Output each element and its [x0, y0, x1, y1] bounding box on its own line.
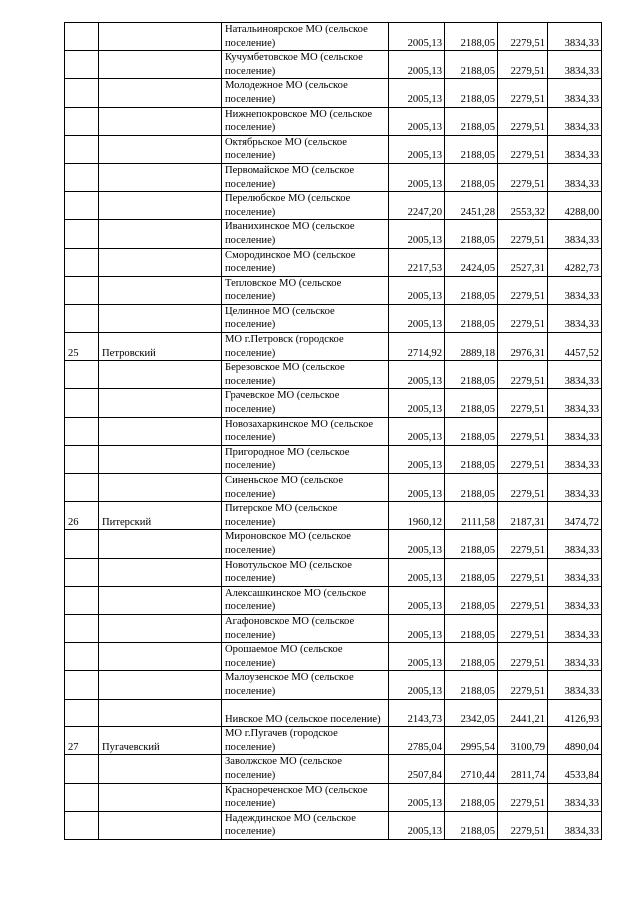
- value-3: 2976,31: [498, 333, 548, 361]
- value-2: 2889,18: [445, 333, 498, 361]
- table-row: [65, 135, 602, 163]
- row-number: [65, 389, 99, 417]
- table-row: [65, 558, 602, 586]
- row-number: 26: [65, 502, 99, 530]
- value-4: 3834,33: [548, 474, 602, 502]
- value-2: 2188,05: [445, 558, 498, 586]
- row-number: [65, 192, 99, 220]
- table-row: [65, 163, 602, 191]
- value-3: 2279,51: [498, 135, 548, 163]
- value-2: 2188,05: [445, 530, 498, 558]
- district-name: [99, 23, 222, 51]
- value-4: 4288,00: [548, 192, 602, 220]
- value-3: 2279,51: [498, 474, 548, 502]
- value-2: 2188,05: [445, 671, 498, 699]
- value-1: 1960,12: [389, 502, 445, 530]
- municipality-name: Нижнепокровское МО (сельское поселение): [222, 107, 389, 135]
- municipality-name: Целинное МО (сельское поселение): [222, 304, 389, 332]
- district-name: [99, 304, 222, 332]
- district-name: [99, 445, 222, 473]
- value-1: 2507,84: [389, 755, 445, 783]
- value-2: 2188,05: [445, 220, 498, 248]
- table-row: [65, 361, 602, 389]
- value-1: 2005,13: [389, 811, 445, 839]
- value-2: 2188,05: [445, 389, 498, 417]
- district-name: [99, 755, 222, 783]
- value-4: 3834,33: [548, 163, 602, 191]
- row-number: 27: [65, 727, 99, 755]
- value-2: 2188,05: [445, 614, 498, 642]
- row-number: [65, 643, 99, 671]
- district-name: [99, 192, 222, 220]
- value-2: 2188,05: [445, 643, 498, 671]
- value-2: 2188,05: [445, 304, 498, 332]
- value-3: 2279,51: [498, 811, 548, 839]
- row-number: [65, 671, 99, 699]
- value-1: 2005,13: [389, 107, 445, 135]
- value-2: 2424,05: [445, 248, 498, 276]
- district-name: [99, 614, 222, 642]
- value-1: 2005,13: [389, 783, 445, 811]
- value-4: 4890,04: [548, 727, 602, 755]
- value-4: 3834,33: [548, 220, 602, 248]
- district-name: Пугачевский: [99, 727, 222, 755]
- row-number: [65, 361, 99, 389]
- row-number: [65, 586, 99, 614]
- value-4: 3474,72: [548, 502, 602, 530]
- value-3: 2279,51: [498, 361, 548, 389]
- table-row: [65, 502, 602, 530]
- municipality-name: Заволжское МО (сельское поселение): [222, 755, 389, 783]
- value-4: 3834,33: [548, 51, 602, 79]
- value-3: 2279,51: [498, 445, 548, 473]
- district-name: Питерский: [99, 502, 222, 530]
- value-4: 3834,33: [548, 530, 602, 558]
- value-2: 2188,05: [445, 163, 498, 191]
- municipality-name: Надеждинское МО (сельское поселение): [222, 811, 389, 839]
- value-3: 2553,32: [498, 192, 548, 220]
- municipality-name: Октябрьское МО (сельское поселение): [222, 135, 389, 163]
- value-2: 2188,05: [445, 23, 498, 51]
- municipality-name: Нивское МО (сельское поселение): [222, 699, 389, 727]
- value-3: 2279,51: [498, 783, 548, 811]
- value-3: 2279,51: [498, 643, 548, 671]
- row-number: [65, 530, 99, 558]
- value-3: 2187,31: [498, 502, 548, 530]
- row-number: [65, 107, 99, 135]
- table-row: [65, 51, 602, 79]
- value-1: 2005,13: [389, 614, 445, 642]
- value-1: 2247,20: [389, 192, 445, 220]
- value-3: 2279,51: [498, 163, 548, 191]
- value-1: 2005,13: [389, 276, 445, 304]
- value-1: 2005,13: [389, 671, 445, 699]
- value-2: 2188,05: [445, 811, 498, 839]
- row-number: [65, 755, 99, 783]
- value-2: 2342,05: [445, 699, 498, 727]
- district-name: [99, 558, 222, 586]
- table-row: [65, 389, 602, 417]
- value-1: 2005,13: [389, 417, 445, 445]
- row-number: [65, 220, 99, 248]
- municipality-name: Кучумбетовское МО (сельское поселение): [222, 51, 389, 79]
- value-1: 2005,13: [389, 220, 445, 248]
- row-number: [65, 445, 99, 473]
- row-number: 25: [65, 333, 99, 361]
- value-4: 3834,33: [548, 107, 602, 135]
- value-2: 2188,05: [445, 135, 498, 163]
- value-2: 2111,58: [445, 502, 498, 530]
- value-3: 2279,51: [498, 107, 548, 135]
- value-3: 2279,51: [498, 530, 548, 558]
- district-name: [99, 417, 222, 445]
- row-number: [65, 163, 99, 191]
- value-4: 3834,33: [548, 23, 602, 51]
- municipality-name: Иванихинское МО (сельское поселение): [222, 220, 389, 248]
- value-1: 2005,13: [389, 558, 445, 586]
- value-4: 3834,33: [548, 643, 602, 671]
- value-2: 2188,05: [445, 276, 498, 304]
- municipality-name: Новотульское МО (сельское поселение): [222, 558, 389, 586]
- municipality-name: Натальиноярское МО (сельское поселение): [222, 23, 389, 51]
- value-3: 2279,51: [498, 220, 548, 248]
- value-2: 2188,05: [445, 586, 498, 614]
- value-1: 2005,13: [389, 361, 445, 389]
- value-3: 2279,51: [498, 614, 548, 642]
- value-3: 2279,51: [498, 671, 548, 699]
- district-name: [99, 276, 222, 304]
- table-row: [65, 192, 602, 220]
- district-name: [99, 783, 222, 811]
- value-1: 2143,73: [389, 699, 445, 727]
- municipality-name: Смородинское МО (сельское поселение): [222, 248, 389, 276]
- row-number: [65, 614, 99, 642]
- municipality-name: Перелюбское МО (сельское поселение): [222, 192, 389, 220]
- tariff-table: [64, 22, 602, 840]
- value-3: 2527,31: [498, 248, 548, 276]
- value-4: 3834,33: [548, 304, 602, 332]
- value-4: 3834,33: [548, 417, 602, 445]
- municipality-name: Синеньское МО (сельское поселение): [222, 474, 389, 502]
- municipality-name: Орошаемое МО (сельское поселение): [222, 643, 389, 671]
- value-2: 2188,05: [445, 51, 498, 79]
- row-number: [65, 811, 99, 839]
- table-row: [65, 614, 602, 642]
- municipality-name: Агафоновское МО (сельское поселение): [222, 614, 389, 642]
- row-number: [65, 474, 99, 502]
- row-number: [65, 135, 99, 163]
- value-3: 2279,51: [498, 586, 548, 614]
- value-4: 4126,93: [548, 699, 602, 727]
- row-number: [65, 248, 99, 276]
- district-name: [99, 586, 222, 614]
- table-row: [65, 248, 602, 276]
- row-number: [65, 276, 99, 304]
- value-1: 2714,92: [389, 333, 445, 361]
- value-4: 3834,33: [548, 389, 602, 417]
- district-name: [99, 361, 222, 389]
- value-3: 2279,51: [498, 417, 548, 445]
- value-3: 2279,51: [498, 23, 548, 51]
- municipality-name: Первомайское МО (сельское поселение): [222, 163, 389, 191]
- value-4: 4282,73: [548, 248, 602, 276]
- value-3: 2279,51: [498, 51, 548, 79]
- district-name: [99, 671, 222, 699]
- row-number: [65, 783, 99, 811]
- value-3: 2279,51: [498, 79, 548, 107]
- table-row: [65, 474, 602, 502]
- district-name: [99, 811, 222, 839]
- table-row: [65, 333, 602, 361]
- value-4: 3834,33: [548, 783, 602, 811]
- district-name: Петровский: [99, 333, 222, 361]
- row-number: [65, 23, 99, 51]
- value-4: 3834,33: [548, 135, 602, 163]
- value-1: 2217,53: [389, 248, 445, 276]
- value-1: 2005,13: [389, 51, 445, 79]
- value-4: 3834,33: [548, 361, 602, 389]
- table-row: [65, 445, 602, 473]
- value-2: 2188,05: [445, 783, 498, 811]
- district-name: [99, 248, 222, 276]
- value-4: 3834,33: [548, 671, 602, 699]
- district-name: [99, 643, 222, 671]
- municipality-name: Молодежное МО (сельское поселение): [222, 79, 389, 107]
- table-row: [65, 417, 602, 445]
- district-name: [99, 220, 222, 248]
- table-row: [65, 79, 602, 107]
- value-1: 2005,13: [389, 135, 445, 163]
- municipality-name: Питерское МО (сельское поселение): [222, 502, 389, 530]
- value-2: 2188,05: [445, 79, 498, 107]
- table-row: [65, 727, 602, 755]
- table-row: [65, 107, 602, 135]
- table-row: [65, 811, 602, 839]
- value-4: 3834,33: [548, 276, 602, 304]
- district-name: [99, 163, 222, 191]
- table-row: [65, 276, 602, 304]
- municipality-name: МО г.Пугачев (городское поселение): [222, 727, 389, 755]
- value-3: 2279,51: [498, 558, 548, 586]
- municipality-name: Тепловское МО (сельское поселение): [222, 276, 389, 304]
- value-2: 2188,05: [445, 361, 498, 389]
- table-body: [65, 23, 602, 840]
- value-4: 3834,33: [548, 811, 602, 839]
- value-4: 3834,33: [548, 445, 602, 473]
- value-4: 3834,33: [548, 586, 602, 614]
- value-1: 2005,13: [389, 586, 445, 614]
- value-3: 2279,51: [498, 276, 548, 304]
- value-3: 2279,51: [498, 304, 548, 332]
- value-4: 3834,33: [548, 614, 602, 642]
- municipality-name: МО г.Петровск (городское поселение): [222, 333, 389, 361]
- value-1: 2005,13: [389, 530, 445, 558]
- value-3: 3100,79: [498, 727, 548, 755]
- value-4: 3834,33: [548, 79, 602, 107]
- row-number: [65, 417, 99, 445]
- value-1: 2005,13: [389, 643, 445, 671]
- value-3: 2441,21: [498, 699, 548, 727]
- value-3: 2279,51: [498, 389, 548, 417]
- district-name: [99, 135, 222, 163]
- value-2: 2995,54: [445, 727, 498, 755]
- value-1: 2785,04: [389, 727, 445, 755]
- municipality-name: Краснореченское МО (сельское поселение): [222, 783, 389, 811]
- value-2: 2188,05: [445, 107, 498, 135]
- municipality-name: Березовское МО (сельское поселение): [222, 361, 389, 389]
- table-row: [65, 220, 602, 248]
- table-row: [65, 586, 602, 614]
- value-4: 4457,52: [548, 333, 602, 361]
- value-1: 2005,13: [389, 474, 445, 502]
- table-row: [65, 699, 602, 727]
- municipality-name: Алексашкинское МО (сельское поселение): [222, 586, 389, 614]
- table-row: [65, 643, 602, 671]
- district-name: [99, 699, 222, 727]
- value-1: 2005,13: [389, 23, 445, 51]
- district-name: [99, 51, 222, 79]
- value-2: 2188,05: [445, 445, 498, 473]
- table-row: [65, 304, 602, 332]
- district-name: [99, 79, 222, 107]
- row-number: [65, 699, 99, 727]
- district-name: [99, 474, 222, 502]
- table-row: [65, 23, 602, 51]
- value-1: 2005,13: [389, 163, 445, 191]
- value-3: 2811,74: [498, 755, 548, 783]
- municipality-name: Грачевское МО (сельское поселение): [222, 389, 389, 417]
- table-row: [65, 671, 602, 699]
- municipality-name: Пригородное МО (сельское поселение): [222, 445, 389, 473]
- municipality-name: Малоузенское МО (сельское поселение): [222, 671, 389, 699]
- value-1: 2005,13: [389, 79, 445, 107]
- value-2: 2451,28: [445, 192, 498, 220]
- row-number: [65, 51, 99, 79]
- district-name: [99, 389, 222, 417]
- value-4: 3834,33: [548, 558, 602, 586]
- row-number: [65, 304, 99, 332]
- district-name: [99, 107, 222, 135]
- value-2: 2188,05: [445, 417, 498, 445]
- row-number: [65, 79, 99, 107]
- value-2: 2188,05: [445, 474, 498, 502]
- value-4: 4533,84: [548, 755, 602, 783]
- municipality-name: Новозахаркинское МО (сельское поселение): [222, 417, 389, 445]
- value-1: 2005,13: [389, 389, 445, 417]
- table-row: [65, 530, 602, 558]
- value-2: 2710,44: [445, 755, 498, 783]
- value-1: 2005,13: [389, 304, 445, 332]
- municipality-name: Мироновское МО (сельское поселение): [222, 530, 389, 558]
- value-1: 2005,13: [389, 445, 445, 473]
- row-number: [65, 558, 99, 586]
- table-row: [65, 755, 602, 783]
- table-row: [65, 783, 602, 811]
- district-name: [99, 530, 222, 558]
